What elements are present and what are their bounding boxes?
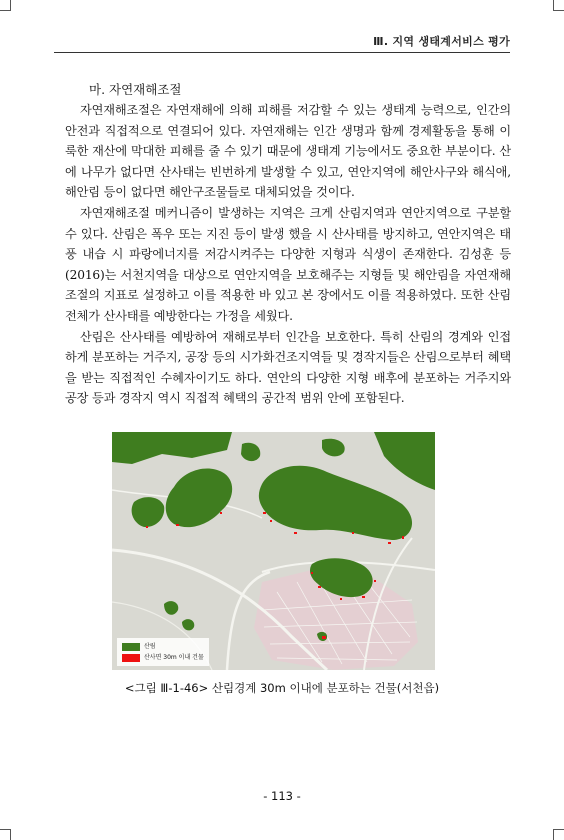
buildings-swatch — [122, 654, 140, 662]
page-number: - 113 - — [263, 789, 301, 803]
forest-boundary-map — [112, 432, 435, 670]
paragraph-2: 자연재해조절 메커니즘이 발생하는 지역은 크게 산림지역과 연안지역으로 구분할 수 있다. 산림은 폭우 또는 지진 등이 발생 했을 시 산사태를 방지하고, 연안지역은 태풍 내습 시 파랑에너지를 저감시켜주는 다양한 지형과 식생이 존재한다. 김성훈 등(2016)는 서천지역을 대상으로 연안지역을 보호해주는 지형들 및 해안림을 자연재해조절의 지표로 설정하고 이를 적용한 바 있고 본 장에서도 이를 적용하였다. 또한 산림 전체가 산사태를 예방한다는 가정을 세웠다. — [65, 205, 511, 323]
map-image — [112, 432, 435, 670]
running-header: Ⅲ. 지역 생태계서비스 평가 — [373, 35, 510, 48]
map-legend — [117, 638, 209, 666]
crop-mark-bottom-left — [0, 829, 11, 840]
legend-label-forest: 산림 — [144, 643, 156, 650]
section-heading: 마. 자연재해조절 — [89, 82, 182, 97]
header-divider — [54, 52, 510, 53]
figure-caption: <그림 Ⅲ-1-46> 산림경계 30m 이내에 분포하는 건물(서천읍) — [124, 681, 440, 695]
crop-mark-top-left — [0, 0, 11, 11]
legend-item-forest — [122, 641, 204, 652]
legend-label-buildings: 산사면 30m 이내 건물 — [144, 654, 204, 661]
crop-mark-bottom-right — [553, 829, 564, 840]
paragraph-1: 자연재해조절은 자연재해에 의해 피해를 저감할 수 있는 생태계 능력으로, 인간의 안전과 직접적으로 연결되어 있다. 자연재해는 인간 생명과 함께 경제활동을 통해 이룩한 재산에 막대한 피해를 줄 수 있기 때문에 생태계 기능에서도 중요한 부분이다. 산에 나무가 없다면 산사태는 빈번하게 발생할 수 있고, 연안지역에 해안사구와 해식애, 해안림 등이 없다면 해안구조물들로 대체되었을 것이다. — [65, 103, 511, 200]
forest-swatch — [122, 643, 140, 651]
paragraph-3: 산림은 산사태를 예방하여 재해로부터 인간을 보호한다. 특히 산림의 경계와 인접하게 분포하는 거주지, 공장 등의 시가화건조지역들 및 경작지들은 산림으로부터 혜택을 받는 직접적인 수혜자이기도 하다. 연안의 다양한 지형 배후에 분포하는 거주지와 공장 등과 경작지 역시 직접적 혜택의 공간적 범위 안에 포함된다. — [65, 329, 511, 406]
legend-item-buildings — [122, 652, 204, 663]
crop-mark-top-right — [553, 0, 564, 11]
body-text — [65, 80, 511, 409]
